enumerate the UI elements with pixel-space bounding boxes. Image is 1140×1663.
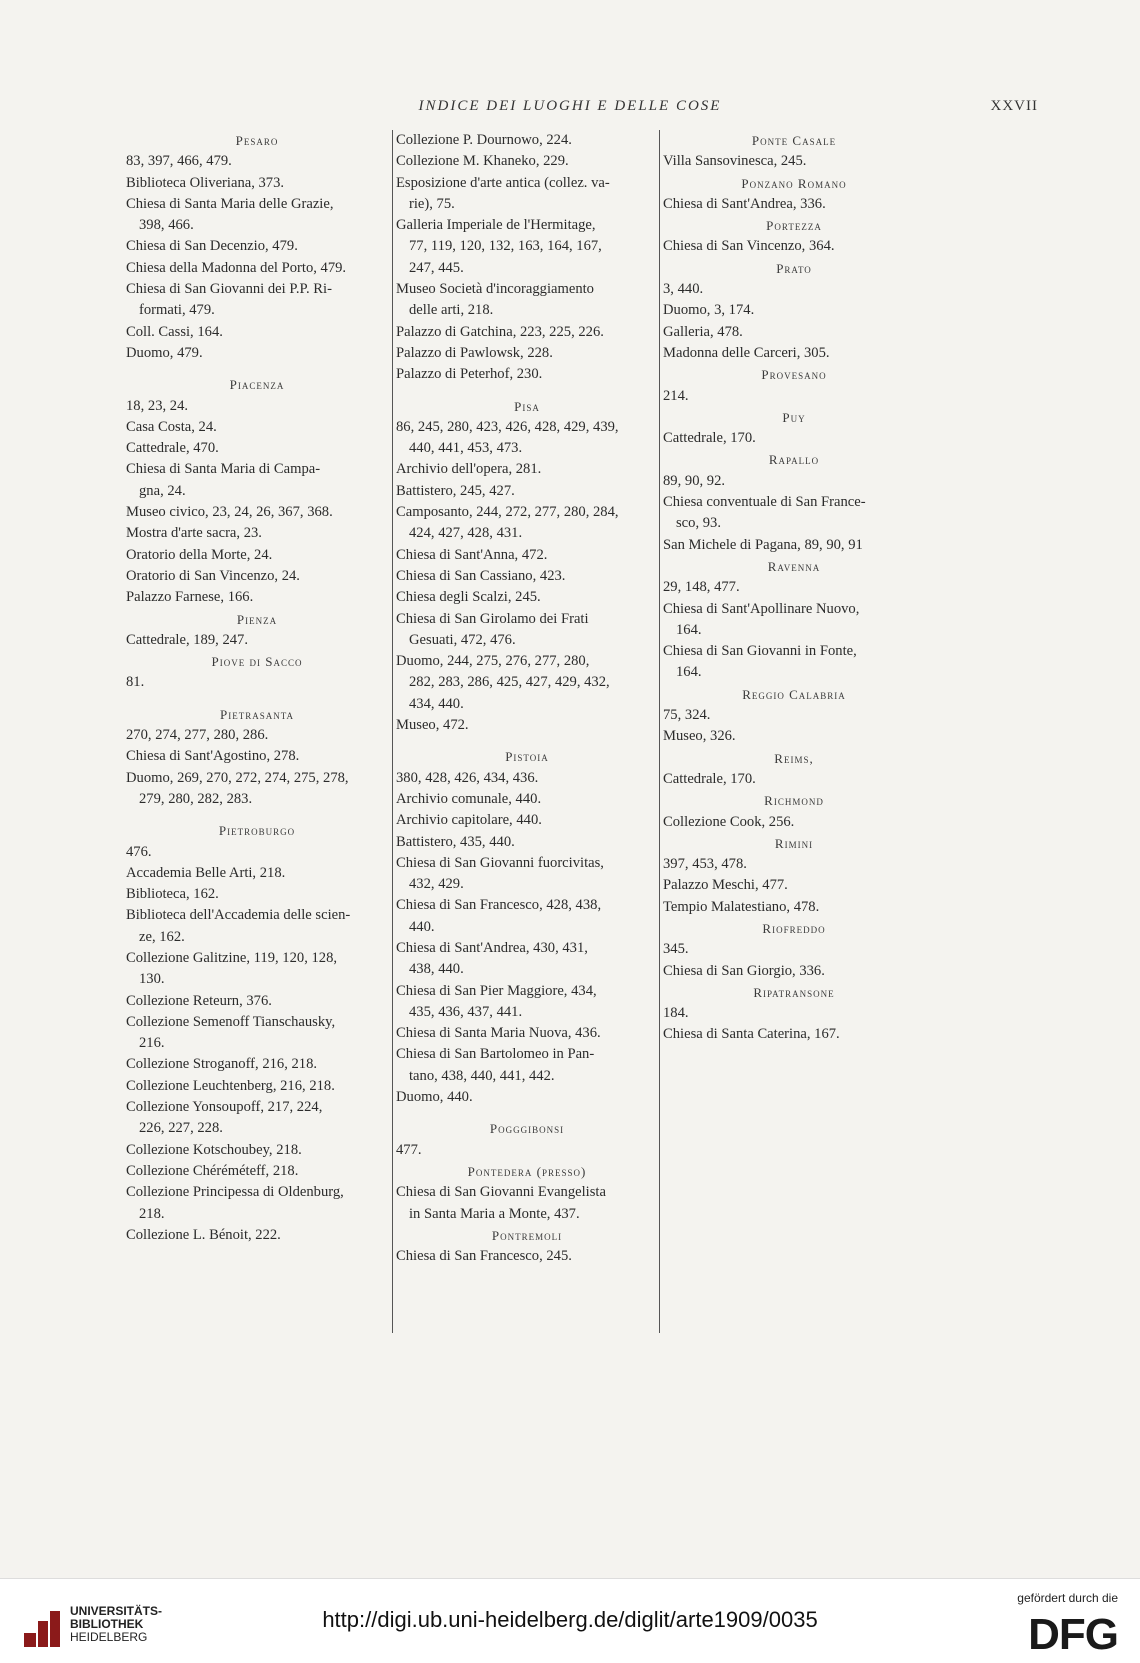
- index-entry: 164.: [676, 664, 702, 681]
- permalink-url[interactable]: http://digi.ub.uni-heidelberg.de/diglit/arte1909/0035: [322, 1607, 818, 1632]
- index-heading: Piove di Sacco: [211, 654, 303, 670]
- index-entry: Collezione Chéréméteff, 218.: [126, 1162, 299, 1179]
- index-entry: Chiesa di San Bartolomeo in Pan-: [396, 1046, 595, 1063]
- index-entry: Biblioteca Oliveriana, 373.: [126, 174, 285, 191]
- index-entry: Tempio Malatestiano, 478.: [663, 898, 820, 915]
- index-entry: Collezione Kotschoubey, 218.: [126, 1141, 302, 1158]
- index-entry: 164.: [676, 621, 702, 638]
- index-entry: 83, 397, 466, 479.: [126, 153, 232, 170]
- index-entry: 435, 436, 437, 441.: [409, 1003, 523, 1020]
- index-entry: San Michele di Pagana, 89, 90, 91: [663, 536, 863, 553]
- index-entry: 434, 440.: [409, 695, 464, 712]
- index-entry: tano, 438, 440, 441, 442.: [409, 1067, 555, 1084]
- index-entry: Galleria, 478.: [663, 323, 743, 340]
- index-entry: Casa Costa, 24.: [126, 418, 217, 435]
- index-heading: Provesano: [761, 367, 827, 383]
- index-entry: 77, 119, 120, 132, 163, 164, 167,: [409, 238, 602, 255]
- index-heading: Reggio Calabria: [742, 686, 846, 702]
- index-entry: Battistero, 435, 440.: [396, 833, 515, 850]
- index-entry: Collezione Semenoff Tianschausky,: [126, 1013, 336, 1030]
- index-entry: Archivio dell'opera, 281.: [396, 461, 542, 478]
- index-entry: Collezione Galitzine, 119, 120, 128,: [126, 949, 338, 966]
- library-name-line: BIBLIOTHEK: [70, 1617, 144, 1631]
- index-entry: Chiesa di San Decenzio, 479.: [126, 238, 298, 255]
- index-entry: Chiesa di Santa Maria Nuova, 436.: [396, 1025, 601, 1042]
- index-entry: Chiesa di San Giovanni dei P.P. Ri-: [126, 281, 332, 298]
- index-entry: rie), 75.: [409, 195, 455, 212]
- funding-caption: gefördert durch die: [1017, 1591, 1118, 1605]
- index-entry: Biblioteca, 162.: [126, 886, 219, 903]
- index-heading: Richmond: [764, 793, 824, 809]
- index-entry: Chiesa di San Giorgio, 336.: [663, 962, 825, 979]
- index-heading: Portezza: [766, 218, 822, 234]
- index-entry: Esposizione d'arte antica (collez. va-: [396, 174, 610, 191]
- index-entry: Chiesa della Madonna del Porto, 479.: [126, 259, 347, 276]
- index-heading: Pistoia: [505, 749, 549, 765]
- spacer: [396, 1108, 658, 1118]
- index-entry: 214.: [663, 387, 689, 404]
- index-entry: Biblioteca dell'Accademia delle scien-: [126, 907, 351, 924]
- library-name-line: HEIDELBERG: [70, 1630, 148, 1644]
- index-column-2: [396, 130, 658, 1267]
- dfg-logo: DFG: [1028, 1610, 1118, 1659]
- index-entry: Cattedrale, 170.: [663, 770, 756, 787]
- index-entry: 432, 429.: [409, 876, 464, 893]
- index-entry: Chiesa di San Giovanni Evangelista: [396, 1184, 606, 1201]
- index-heading: Puy: [782, 409, 806, 425]
- index-entry: Museo, 472.: [396, 717, 469, 734]
- index-entry: Chiesa di San Girolamo dei Frati: [396, 610, 589, 627]
- page-header: [0, 98, 1140, 122]
- index-entry: Chiesa di San Cassiano, 423.: [396, 567, 566, 584]
- index-entry: Chiesa di Sant'Apollinare Nuovo,: [663, 600, 860, 617]
- index-entry: formati, 479.: [139, 302, 215, 319]
- index-entry: 247, 445.: [409, 259, 464, 276]
- index-entry: Villa Sansovinesca, 245.: [663, 153, 807, 170]
- index-entry: Chiesa degli Scalzi, 245.: [396, 589, 541, 606]
- index-heading: Riofreddo: [762, 920, 826, 936]
- index-entry: Collezione Leuchtenberg, 216, 218.: [126, 1077, 335, 1094]
- index-entry: 75, 324.: [663, 707, 711, 724]
- index-entry: Madonna delle Carceri, 305.: [663, 344, 830, 361]
- index-heading: Reims,: [774, 750, 814, 766]
- viewer-footer: [0, 1578, 1140, 1663]
- index-entry: Chiesa di Sant'Agostino, 278.: [126, 748, 300, 765]
- index-entry: Collezione Stroganoff, 216, 218.: [126, 1056, 318, 1073]
- index-entry: Palazzo di Peterhof, 230.: [396, 366, 543, 383]
- index-entry: 398, 466.: [139, 217, 194, 234]
- index-heading: Ponte Casale: [751, 133, 837, 148]
- index-entry: 345.: [663, 941, 689, 958]
- index-entry: 89, 90, 92.: [663, 472, 726, 489]
- index-entry: 216.: [139, 1035, 165, 1052]
- index-entry: Museo Società d'incoraggiamento: [396, 281, 594, 298]
- index-entry: 218.: [139, 1205, 165, 1222]
- index-entry: 438, 440.: [409, 961, 464, 978]
- running-title: INDICE DEI LUOGHI E DELLE COSE: [418, 98, 722, 114]
- index-entry: Collezione Cook, 256.: [663, 813, 795, 830]
- index-entry: 130.: [139, 971, 165, 988]
- index-heading: Pietroburgo: [218, 823, 296, 839]
- index-entry: 279, 280, 282, 283.: [139, 790, 253, 807]
- column-rule-right: [659, 130, 660, 1333]
- spacer: [126, 694, 388, 704]
- index-entry: Collezione M. Khaneko, 229.: [396, 153, 569, 170]
- index-entry: Collezione Yonsoupoff, 217, 224,: [126, 1099, 323, 1116]
- index-heading: Pontedera (presso): [467, 1163, 587, 1179]
- index-entry: Chiesa di San Francesco, 428, 438,: [396, 897, 602, 914]
- index-entry: Battistero, 245, 427.: [396, 482, 515, 499]
- index-entry: Collezione P. Dournowo, 224.: [396, 132, 572, 148]
- index-entry: 476.: [126, 843, 152, 860]
- index-entry: in Santa Maria a Monte, 437.: [409, 1205, 580, 1222]
- index-entry: 81.: [126, 674, 145, 691]
- index-heading: Rapallo: [768, 452, 820, 468]
- index-entry: Museo, 326.: [663, 728, 736, 745]
- index-entry: 380, 428, 426, 434, 436.: [396, 769, 539, 786]
- index-entry: Duomo, 440.: [396, 1089, 473, 1106]
- index-column-3: [663, 130, 925, 1046]
- index-heading: Pietrasanta: [219, 706, 294, 722]
- index-entry: Duomo, 3, 174.: [663, 302, 755, 319]
- index-heading: Ripatransone: [753, 984, 835, 1000]
- index-entry: delle arti, 218.: [409, 302, 494, 319]
- index-column-1: [126, 130, 388, 1246]
- spacer: [126, 364, 388, 374]
- index-entry: Chiesa di Santa Maria di Campa-: [126, 461, 321, 478]
- index-entry: 18, 23, 24.: [126, 397, 189, 414]
- index-entry: Collezione L. Bénoit, 222.: [126, 1226, 281, 1243]
- index-entry: 270, 274, 277, 280, 286.: [126, 727, 269, 744]
- spacer: [396, 736, 658, 746]
- index-heading: Pesaro: [235, 133, 279, 148]
- index-entry: Palazzo di Pawlowsk, 228.: [396, 344, 553, 361]
- index-entry: ze, 162.: [139, 928, 185, 945]
- index-entry: 477.: [396, 1141, 422, 1158]
- index-entry: Museo civico, 23, 24, 26, 367, 368.: [126, 504, 333, 521]
- index-heading: Pontremoli: [491, 1227, 563, 1243]
- index-entry: Duomo, 269, 270, 272, 274, 275, 278,: [126, 769, 349, 786]
- index-entry: Cattedrale, 470.: [126, 440, 219, 457]
- index-entry: Camposanto, 244, 272, 277, 280, 284,: [396, 504, 619, 521]
- index-entry: Galleria Imperiale de l'Hermitage,: [396, 217, 596, 234]
- index-entry: Chiesa di San Vincenzo, 364.: [663, 238, 835, 255]
- index-heading: Rimini: [774, 835, 814, 851]
- index-heading: Prato: [776, 260, 812, 276]
- index-entry: Chiesa di San Pier Maggiore, 434,: [396, 982, 597, 999]
- column-rule-left: [392, 130, 393, 1333]
- index-entry: Chiesa di San Giovanni fuorcivitas,: [396, 854, 604, 871]
- index-entry: 86, 245, 280, 423, 426, 428, 429, 439,: [396, 418, 619, 435]
- index-heading: Piacenza: [229, 377, 285, 393]
- index-heading: Ravenna: [767, 558, 821, 574]
- index-heading: Pogggibonsi: [489, 1121, 565, 1137]
- spacer: [396, 386, 658, 396]
- index-entry: Palazzo Meschi, 477.: [663, 877, 788, 894]
- index-entry: Archivio capitolare, 440.: [396, 812, 542, 829]
- index-entry: sco, 93.: [676, 515, 721, 532]
- index-entry: 29, 148, 477.: [663, 579, 740, 596]
- index-entry: Oratorio di San Vincenzo, 24.: [126, 567, 300, 584]
- index-entry: Palazzo di Gatchina, 223, 225, 226.: [396, 323, 604, 340]
- index-entry: Chiesa di Sant'Anna, 472.: [396, 546, 548, 563]
- index-entry: 3, 440.: [663, 281, 704, 298]
- index-entry: Chiesa di Santa Caterina, 167.: [663, 1026, 840, 1043]
- index-entry: 440, 441, 453, 473.: [409, 440, 523, 457]
- index-entry: Duomo, 244, 275, 276, 277, 280,: [396, 653, 590, 670]
- index-entry: 282, 283, 286, 425, 427, 429, 432,: [409, 674, 610, 691]
- index-heading: Ponzano Romano: [741, 175, 847, 191]
- index-entry: Chiesa di Sant'Andrea, 430, 431,: [396, 939, 588, 956]
- index-entry: Chiesa di San Giovanni in Fonte,: [663, 643, 857, 660]
- index-entry: gna, 24.: [139, 482, 186, 499]
- index-entry: Chiesa di Sant'Andrea, 336.: [663, 195, 826, 212]
- index-entry: Chiesa di Santa Maria delle Grazie,: [126, 195, 334, 212]
- spacer: [126, 810, 388, 820]
- index-entry: 397, 453, 478.: [663, 856, 747, 873]
- index-entry: Gesuati, 472, 476.: [409, 631, 516, 648]
- index-entry: Duomo, 479.: [126, 344, 203, 361]
- index-entry: Accademia Belle Arti, 218.: [126, 864, 286, 881]
- index-entry: 226, 227, 228.: [139, 1120, 223, 1137]
- index-entry: Cattedrale, 189, 247.: [126, 631, 248, 648]
- index-entry: Archivio comunale, 440.: [396, 790, 542, 807]
- index-entry: Collezione Principessa di Oldenburg,: [126, 1184, 344, 1201]
- index-entry: 440.: [409, 918, 435, 935]
- index-heading: Pienza: [236, 611, 278, 627]
- index-entry: Chiesa conventuale di San France-: [663, 494, 866, 511]
- index-entry: Collezione Reteurn, 376.: [126, 992, 272, 1009]
- index-entry: 424, 427, 428, 431.: [409, 525, 523, 542]
- index-entry: Cattedrale, 170.: [663, 430, 756, 447]
- index-entry: 184.: [663, 1005, 689, 1022]
- page-number: XXVII: [990, 98, 1038, 114]
- index-entry: Palazzo Farnese, 166.: [126, 589, 254, 606]
- index-heading: Pisa: [514, 398, 540, 414]
- index-entry: Oratorio della Morte, 24.: [126, 546, 273, 563]
- index-entry: Mostra d'arte sacra, 23.: [126, 525, 262, 542]
- index-entry: Chiesa di San Francesco, 245.: [396, 1248, 572, 1265]
- index-entry: Coll. Cassi, 164.: [126, 323, 223, 340]
- library-name-line: UNIVERSITÄTS-: [70, 1604, 163, 1618]
